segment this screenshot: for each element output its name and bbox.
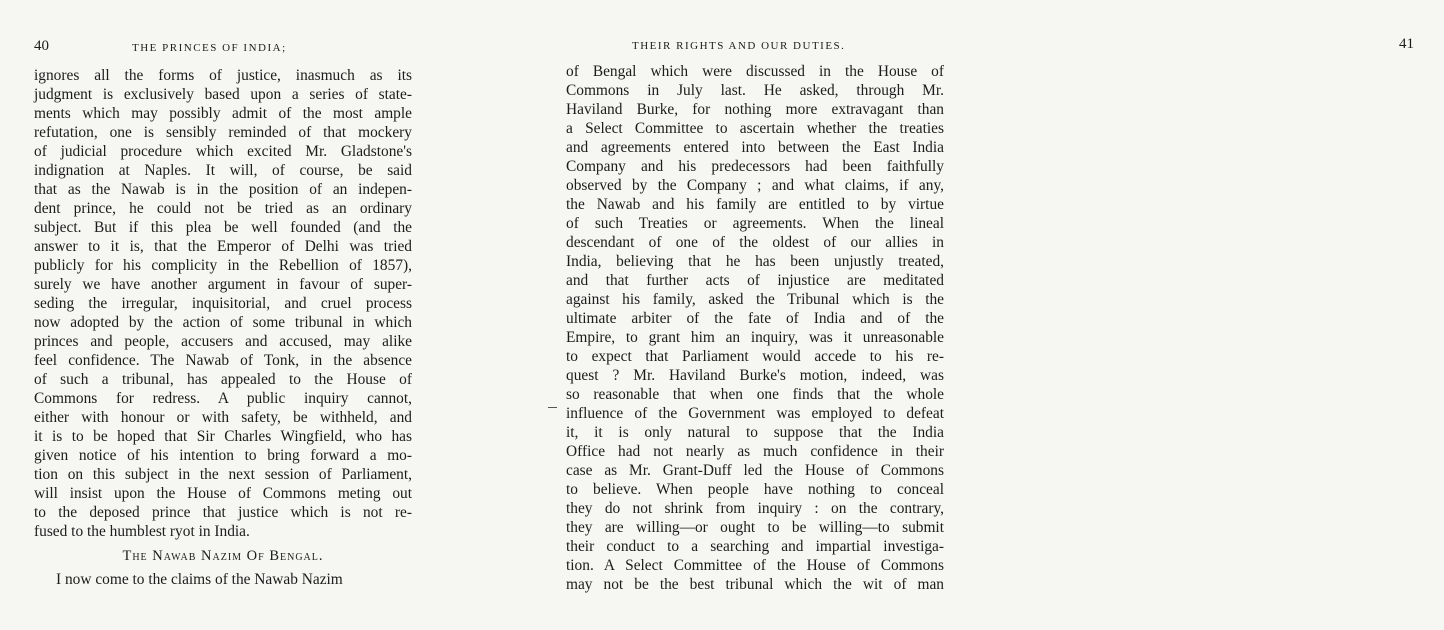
left-running-head — [34, 36, 444, 56]
text-line: Haviland Burke, for nothing more extravagant than — [566, 101, 944, 118]
text-line: to believe. When people have nothing to conceal — [566, 481, 944, 498]
text-line: I now come to the claims of the Nawab Nazim — [56, 571, 343, 588]
text-line: to the deposed prince that justice which is not re- — [34, 504, 412, 521]
text-line: of judicial procedure which excited Mr. Gladstone's — [34, 143, 412, 160]
text-line: Empire, to grant him an inquiry, was it unreasonable — [566, 329, 944, 346]
text-line: given notice of his intention to bring forward a mo- — [34, 447, 412, 464]
text-line: they do not shrink from inquiry : on the contrary, — [566, 500, 944, 517]
text-line: may not be the best tribunal which the wit of man — [566, 576, 944, 593]
right-running-title: THEIR RIGHTS AND OUR DUTIES. — [632, 40, 846, 52]
right-page — [490, 0, 1414, 630]
text-line: Commons in July last. He asked, through Mr. — [566, 82, 944, 99]
text-line: descendant of one of the oldest of our allies in — [566, 234, 944, 251]
text-line: of such a tribunal, has appealed to the House of — [34, 371, 412, 388]
text-line: of such Treaties or agreements. When the lineal — [566, 215, 944, 232]
text-line: the Nawab and his family are entitled to by virtue — [566, 196, 944, 213]
text-line: now adopted by the action of some tribunal in which — [34, 314, 412, 331]
text-line: it is to be hoped that Sir Charles Wingfield, who has — [34, 428, 412, 445]
text-line: and agreements entered into between the East India — [566, 139, 944, 156]
text-line: answer to it is, that the Emperor of Delhi was tried — [34, 238, 412, 255]
text-line: indignation at Naples. It will, of course, be said — [34, 162, 412, 179]
left-page-number: 40 — [34, 38, 49, 54]
right-running-head — [632, 36, 1444, 56]
section-heading: The Nawab Nazim Of Bengal. — [122, 548, 324, 564]
margin-dash-mark — [548, 407, 557, 408]
text-line: feel confidence. The Nawab of Tonk, in the absence — [34, 352, 412, 369]
text-line: Office had not nearly as much confidence in their — [566, 443, 944, 460]
text-line: Company and his predecessors had been faithfully — [566, 158, 944, 175]
right-page-body — [566, 62, 944, 594]
text-line: India, believing that he has been unjustly treated, — [566, 253, 944, 270]
text-line: ments which may possibly admit of the most ample — [34, 105, 412, 122]
text-line: to expect that Parliament would accede to his re- — [566, 348, 944, 365]
text-line: fused to the humblest ryot in India. — [34, 523, 250, 540]
text-line: against his family, asked the Tribunal which is the — [566, 291, 944, 308]
text-line: and that further acts of injustice are meditated — [566, 272, 944, 289]
text-line: judgment is exclusively based upon a series of state- — [34, 86, 412, 103]
text-line: tion. A Select Committee of the House of Commons — [566, 557, 944, 574]
text-line: a Select Committee to ascertain whether the treaties — [566, 120, 944, 137]
text-line: observed by the Company ; and what claims, if any, — [566, 177, 944, 194]
text-line: case as Mr. Grant-Duff led the House of Commons — [566, 462, 944, 479]
text-line: tion on this subject in the next session of Parliament, — [34, 466, 412, 483]
text-line: subject. But if this plea be well founded (and the — [34, 219, 412, 236]
text-line: either with honour or with safety, be withheld, and — [34, 409, 412, 426]
text-line: surely we have another argument in favour of super- — [34, 276, 412, 293]
text-line: publicly for his complicity in the Rebellion of 1857), — [34, 257, 412, 274]
text-line: influence of the Government was employed to defeat — [566, 405, 944, 422]
text-line: of Bengal which were discussed in the House of — [566, 63, 944, 80]
text-line: ignores all the forms of justice, inasmuch as its — [34, 67, 412, 84]
text-line: their conduct to a searching and impartial investiga- — [566, 538, 944, 555]
text-line: ultimate arbiter of the fate of India and of the — [566, 310, 944, 327]
text-line: refutation, one is sensibly reminded of that mockery — [34, 124, 412, 141]
text-line: it, it is only natural to suppose that the India — [566, 424, 944, 441]
text-line: seding the irregular, inquisitorial, and cruel process — [34, 295, 412, 312]
left-page — [0, 0, 490, 630]
text-line: that as the Nawab is in the position of an indepen- — [34, 181, 412, 198]
text-line: will insist upon the House of Commons meting out — [34, 485, 412, 502]
text-line: they are willing—or ought to be willing—to submit — [566, 519, 944, 536]
text-line: princes and people, accusers and accused, may alike — [34, 333, 412, 350]
left-running-title: THE PRINCES OF INDIA; — [132, 42, 287, 54]
right-page-number: 41 — [1399, 36, 1414, 52]
text-line: Commons for redress. A public inquiry cannot, — [34, 390, 412, 407]
left-page-body — [34, 66, 412, 589]
text-line: quest ? Mr. Haviland Burke's motion, indeed, was — [566, 367, 944, 384]
text-line: dent prince, he could not be tried as an ordinary — [34, 200, 412, 217]
text-line: so reasonable that when one finds that the whole — [566, 386, 944, 403]
